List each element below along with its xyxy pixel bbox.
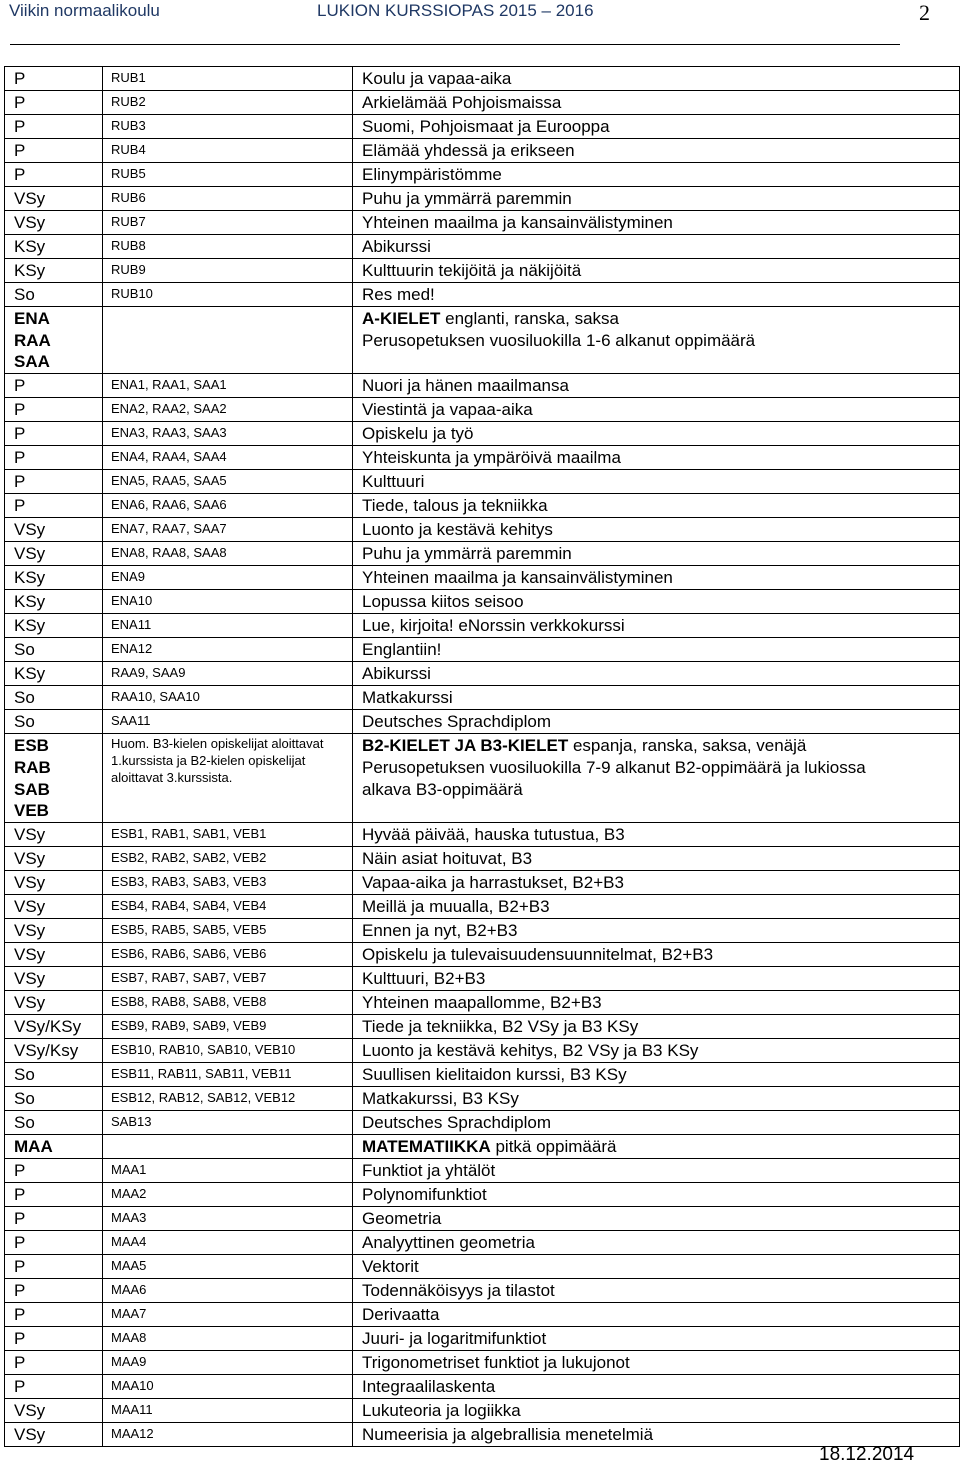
course-code: RUB4 [103, 139, 353, 163]
course-type: P [5, 1326, 103, 1350]
section-title [353, 734, 960, 823]
page-header [0, 0, 960, 30]
course-type: VSy [5, 918, 103, 942]
group-code: RAB [14, 757, 51, 777]
course-code: ENA11 [103, 614, 353, 638]
course-type: P [5, 1350, 103, 1374]
section-title-bold: A-KIELET [362, 309, 441, 328]
course-type: KSy [5, 259, 103, 283]
course-code: MAA1 [103, 1158, 353, 1182]
course-type: So [5, 686, 103, 710]
group-code: MAA [14, 1136, 53, 1156]
course-type: P [5, 1278, 103, 1302]
course-code: MAA6 [103, 1278, 353, 1302]
course-code: RUB5 [103, 163, 353, 187]
section-title-bold: MATEMATIIKKA [362, 1136, 491, 1156]
course-name: Viestintä ja vapaa-aika [353, 398, 960, 422]
course-row [5, 470, 960, 494]
course-name: Integraalilaskenta [353, 1374, 960, 1398]
course-row [5, 1398, 960, 1422]
section-note [103, 307, 353, 374]
section-group-codes [5, 734, 103, 823]
course-type: P [5, 1206, 103, 1230]
course-code: MAA11 [103, 1398, 353, 1422]
course-type: P [5, 67, 103, 91]
course-name: Luonto ja kestävä kehitys, B2 VSy ja B3 KSy [353, 1038, 960, 1062]
course-name: Todennäköisyys ja tilastot [353, 1278, 960, 1302]
course-name: Lopussa kiitos seisoo [353, 590, 960, 614]
course-type: KSy [5, 235, 103, 259]
course-type: So [5, 283, 103, 307]
section-title-line [362, 1136, 959, 1158]
course-code: RUB3 [103, 115, 353, 139]
course-type: P [5, 1158, 103, 1182]
course-type: P [5, 115, 103, 139]
course-name: Funktiot ja yhtälöt [353, 1158, 960, 1182]
course-row [5, 283, 960, 307]
course-code: MAA12 [103, 1422, 353, 1446]
section-row [5, 734, 960, 823]
course-type: VSy [5, 822, 103, 846]
course-name: Numeerisia ja algebrallisia menetelmiä [353, 1422, 960, 1446]
course-row [5, 614, 960, 638]
course-code: ESB3, RAB3, SAB3, VEB3 [103, 870, 353, 894]
course-row [5, 374, 960, 398]
course-row [5, 1086, 960, 1110]
course-row [5, 115, 960, 139]
section-description-line: Perusopetuksen vuosiluokilla 7-9 alkanut B2-oppimäärä ja lukiossa [362, 758, 866, 778]
course-code: RUB2 [103, 91, 353, 115]
course-code: ENA8, RAA8, SAA8 [103, 542, 353, 566]
group-code: SAA [14, 352, 50, 372]
course-name: Yhteiskunta ja ympäröivä maailma [353, 446, 960, 470]
course-row [5, 686, 960, 710]
school-name: Viikin normaalikoulu [9, 1, 160, 20]
course-type: So [5, 1086, 103, 1110]
course-row [5, 1206, 960, 1230]
course-code: ENA1, RAA1, SAA1 [103, 374, 353, 398]
section-title [353, 1134, 960, 1158]
course-name: Res med! [353, 283, 960, 307]
course-code: ESB11, RAB11, SAB11, VEB11 [103, 1062, 353, 1086]
course-row [5, 542, 960, 566]
course-name: Tiede ja tekniikka, B2 VSy ja B3 KSy [353, 1014, 960, 1038]
course-name: Abikurssi [353, 235, 960, 259]
course-type: So [5, 710, 103, 734]
course-row [5, 1254, 960, 1278]
course-name: Ennen ja nyt, B2+B3 [353, 918, 960, 942]
course-code: ESB2, RAB2, SAB2, VEB2 [103, 846, 353, 870]
course-name: Vektorit [353, 1254, 960, 1278]
course-name: Tiede, talous ja tekniikka [353, 494, 960, 518]
section-row [5, 1134, 960, 1158]
course-name: Puhu ja ymmärrä paremmin [353, 187, 960, 211]
course-row [5, 1230, 960, 1254]
course-table [4, 66, 960, 1447]
course-type: VSy [5, 990, 103, 1014]
course-code: ESB6, RAB6, SAB6, VEB6 [103, 942, 353, 966]
course-code: SAB13 [103, 1110, 353, 1134]
course-code: MAA8 [103, 1326, 353, 1350]
course-row [5, 710, 960, 734]
course-code: ESB9, RAB9, SAB9, VEB9 [103, 1014, 353, 1038]
section-note [103, 1134, 353, 1158]
guide-title: LUKION KURSSIOPAS 2015 – 2016 [317, 1, 594, 20]
course-code: RAA10, SAA10 [103, 686, 353, 710]
course-type: P [5, 374, 103, 398]
course-type: So [5, 1062, 103, 1086]
course-name: Nuori ja hänen maailmansa [353, 374, 960, 398]
course-code: RUB1 [103, 67, 353, 91]
course-name: Näin asiat hoituvat, B3 [353, 846, 960, 870]
section-row [5, 307, 960, 374]
section-title-rest: espanja, ranska, saksa, venäjä [568, 736, 807, 756]
course-code: ENA3, RAA3, SAA3 [103, 422, 353, 446]
course-name: Elämää yhdessä ja erikseen [353, 139, 960, 163]
course-name: Luonto ja kestävä kehitys [353, 518, 960, 542]
course-code: MAA3 [103, 1206, 353, 1230]
group-code: SAB [14, 779, 50, 799]
course-type: P [5, 470, 103, 494]
course-code: RUB8 [103, 235, 353, 259]
course-type: VSy/Ksy [5, 1038, 103, 1062]
course-name: Yhteinen maailma ja kansainvälistyminen [353, 566, 960, 590]
course-row [5, 211, 960, 235]
course-row [5, 966, 960, 990]
course-name: Geometria [353, 1206, 960, 1230]
course-row [5, 990, 960, 1014]
course-row [5, 1278, 960, 1302]
course-row [5, 1350, 960, 1374]
course-code: ESB4, RAB4, SAB4, VEB4 [103, 894, 353, 918]
course-type: P [5, 1254, 103, 1278]
course-type: VSy [5, 187, 103, 211]
course-type: P [5, 446, 103, 470]
course-type: VSy [5, 211, 103, 235]
course-type: VSy [5, 1422, 103, 1446]
course-name: Opiskelu ja työ [353, 422, 960, 446]
course-row [5, 1182, 960, 1206]
course-row [5, 1374, 960, 1398]
course-name: Deutsches Sprachdiplom [353, 710, 960, 734]
footer-date: 18.12.2014 [819, 1444, 915, 1465]
course-type: KSy [5, 614, 103, 638]
course-row [5, 1302, 960, 1326]
course-row [5, 638, 960, 662]
course-code: ENA6, RAA6, SAA6 [103, 494, 353, 518]
course-name: Koulu ja vapaa-aika [353, 67, 960, 91]
course-code: ESB12, RAB12, SAB12, VEB12 [103, 1086, 353, 1110]
section-title-line [362, 308, 959, 330]
course-name: Trigonometriset funktiot ja lukujonot [353, 1350, 960, 1374]
course-name: Vapaa-aika ja harrastukset, B2+B3 [353, 870, 960, 894]
course-type: P [5, 494, 103, 518]
course-row [5, 1038, 960, 1062]
course-type: VSy [5, 966, 103, 990]
course-type: VSy/KSy [5, 1014, 103, 1038]
course-row [5, 446, 960, 470]
course-name: Hyvää päivää, hauska tutustua, B3 [353, 822, 960, 846]
course-name: Matkakurssi [353, 686, 960, 710]
course-row [5, 918, 960, 942]
course-code: RUB7 [103, 211, 353, 235]
course-row [5, 894, 960, 918]
course-name: Polynomifunktiot [353, 1182, 960, 1206]
course-code: ESB5, RAB5, SAB5, VEB5 [103, 918, 353, 942]
section-group-codes [5, 1134, 103, 1158]
course-type: KSy [5, 662, 103, 686]
course-name: Matkakurssi, B3 KSy [353, 1086, 960, 1110]
course-row [5, 398, 960, 422]
course-row [5, 870, 960, 894]
course-type: VSy [5, 518, 103, 542]
course-code: ESB7, RAB7, SAB7, VEB7 [103, 966, 353, 990]
course-code: SAA11 [103, 710, 353, 734]
header-rule [10, 44, 900, 45]
course-code: MAA7 [103, 1302, 353, 1326]
course-code: MAA9 [103, 1350, 353, 1374]
course-row [5, 1326, 960, 1350]
course-code: RUB6 [103, 187, 353, 211]
course-name: Analyyttinen geometria [353, 1230, 960, 1254]
course-code: MAA5 [103, 1254, 353, 1278]
course-row [5, 590, 960, 614]
course-row [5, 235, 960, 259]
course-type: P [5, 1230, 103, 1254]
course-type: P [5, 398, 103, 422]
course-name: Abikurssi [353, 662, 960, 686]
course-code: RAA9, SAA9 [103, 662, 353, 686]
course-row [5, 1422, 960, 1446]
course-code: ENA2, RAA2, SAA2 [103, 398, 353, 422]
course-name: Kulttuuri [353, 470, 960, 494]
course-name: Suomi, Pohjoismaat ja Eurooppa [353, 115, 960, 139]
course-code: MAA10 [103, 1374, 353, 1398]
course-table-body [5, 67, 960, 1447]
course-row [5, 822, 960, 846]
course-name: Juuri- ja logaritmifunktiot [353, 1326, 960, 1350]
course-type: P [5, 91, 103, 115]
course-name: Meillä ja muualla, B2+B3 [353, 894, 960, 918]
course-row [5, 1158, 960, 1182]
group-code: RAA [14, 330, 51, 350]
course-name: Puhu ja ymmärrä paremmin [353, 542, 960, 566]
course-row [5, 518, 960, 542]
group-code: ENA [14, 309, 50, 328]
course-name: Kulttuurin tekijöitä ja näkijöitä [353, 259, 960, 283]
course-code: ESB10, RAB10, SAB10, VEB10 [103, 1038, 353, 1062]
course-name: Elinympäristömme [353, 163, 960, 187]
course-row [5, 846, 960, 870]
course-row [5, 187, 960, 211]
course-type: P [5, 163, 103, 187]
course-code: ENA10 [103, 590, 353, 614]
course-row [5, 139, 960, 163]
course-code: ENA4, RAA4, SAA4 [103, 446, 353, 470]
course-code: ESB1, RAB1, SAB1, VEB1 [103, 822, 353, 846]
course-type: VSy [5, 542, 103, 566]
course-code: MAA4 [103, 1230, 353, 1254]
section-description-line: alkava B3-oppimäärä [362, 780, 523, 800]
course-name: Deutsches Sprachdiplom [353, 1110, 960, 1134]
course-name: Yhteinen maapallomme, B2+B3 [353, 990, 960, 1014]
course-code: ENA7, RAA7, SAA7 [103, 518, 353, 542]
section-title-line [362, 735, 959, 757]
course-type: P [5, 1374, 103, 1398]
page-number: 2 [919, 0, 930, 25]
course-row [5, 494, 960, 518]
course-code: ESB8, RAB8, SAB8, VEB8 [103, 990, 353, 1014]
course-name: Englantiin! [353, 638, 960, 662]
group-code: VEB [14, 801, 49, 821]
section-note: Huom. B3-kielen opiskelijat aloittavat 1.kurssista ja B2-kielen opiskelijat aloittavat 3.kurssista. [103, 734, 353, 823]
course-name: Suullisen kielitaidon kurssi, B3 KSy [353, 1062, 960, 1086]
section-group-codes [5, 307, 103, 374]
course-name: Lukuteoria ja logiikka [353, 1398, 960, 1422]
course-code: MAA2 [103, 1182, 353, 1206]
course-type: So [5, 638, 103, 662]
course-name: Kulttuuri, B2+B3 [353, 966, 960, 990]
course-row [5, 942, 960, 966]
course-type: VSy [5, 1398, 103, 1422]
course-type: VSy [5, 894, 103, 918]
course-code: RUB10 [103, 283, 353, 307]
course-type: VSy [5, 870, 103, 894]
course-name: Opiskelu ja tulevaisuudensuunnitelmat, B2+B3 [353, 942, 960, 966]
course-row [5, 566, 960, 590]
section-title-rest: englanti, ranska, saksa [440, 309, 619, 328]
course-row [5, 1110, 960, 1134]
section-title [353, 307, 960, 374]
section-title-rest: pitkä oppimäärä [490, 1136, 617, 1156]
course-type: KSy [5, 590, 103, 614]
course-row [5, 1014, 960, 1038]
course-type: VSy [5, 846, 103, 870]
section-description-line: Perusopetuksen vuosiluokilla 1-6 alkanut oppimäärä [362, 331, 756, 350]
course-row [5, 163, 960, 187]
section-title-bold: B2-KIELET JA B3-KIELET [362, 736, 569, 756]
course-code: ENA5, RAA5, SAA5 [103, 470, 353, 494]
course-name: Arkielämää Pohjoismaissa [353, 91, 960, 115]
course-row [5, 1062, 960, 1086]
group-code: ESB [14, 736, 49, 756]
course-code: ENA12 [103, 638, 353, 662]
course-type: P [5, 139, 103, 163]
course-type: P [5, 1302, 103, 1326]
course-code: RUB9 [103, 259, 353, 283]
course-type: VSy [5, 942, 103, 966]
course-type: P [5, 1182, 103, 1206]
course-row [5, 91, 960, 115]
course-row [5, 422, 960, 446]
course-name: Derivaatta [353, 1302, 960, 1326]
course-row [5, 259, 960, 283]
course-row [5, 67, 960, 91]
course-type: So [5, 1110, 103, 1134]
course-name: Lue, kirjoita! eNorssin verkkokurssi [353, 614, 960, 638]
course-row [5, 662, 960, 686]
course-code: ENA9 [103, 566, 353, 590]
course-type: P [5, 422, 103, 446]
course-name: Yhteinen maailma ja kansainvälistyminen [353, 211, 960, 235]
course-type: KSy [5, 566, 103, 590]
